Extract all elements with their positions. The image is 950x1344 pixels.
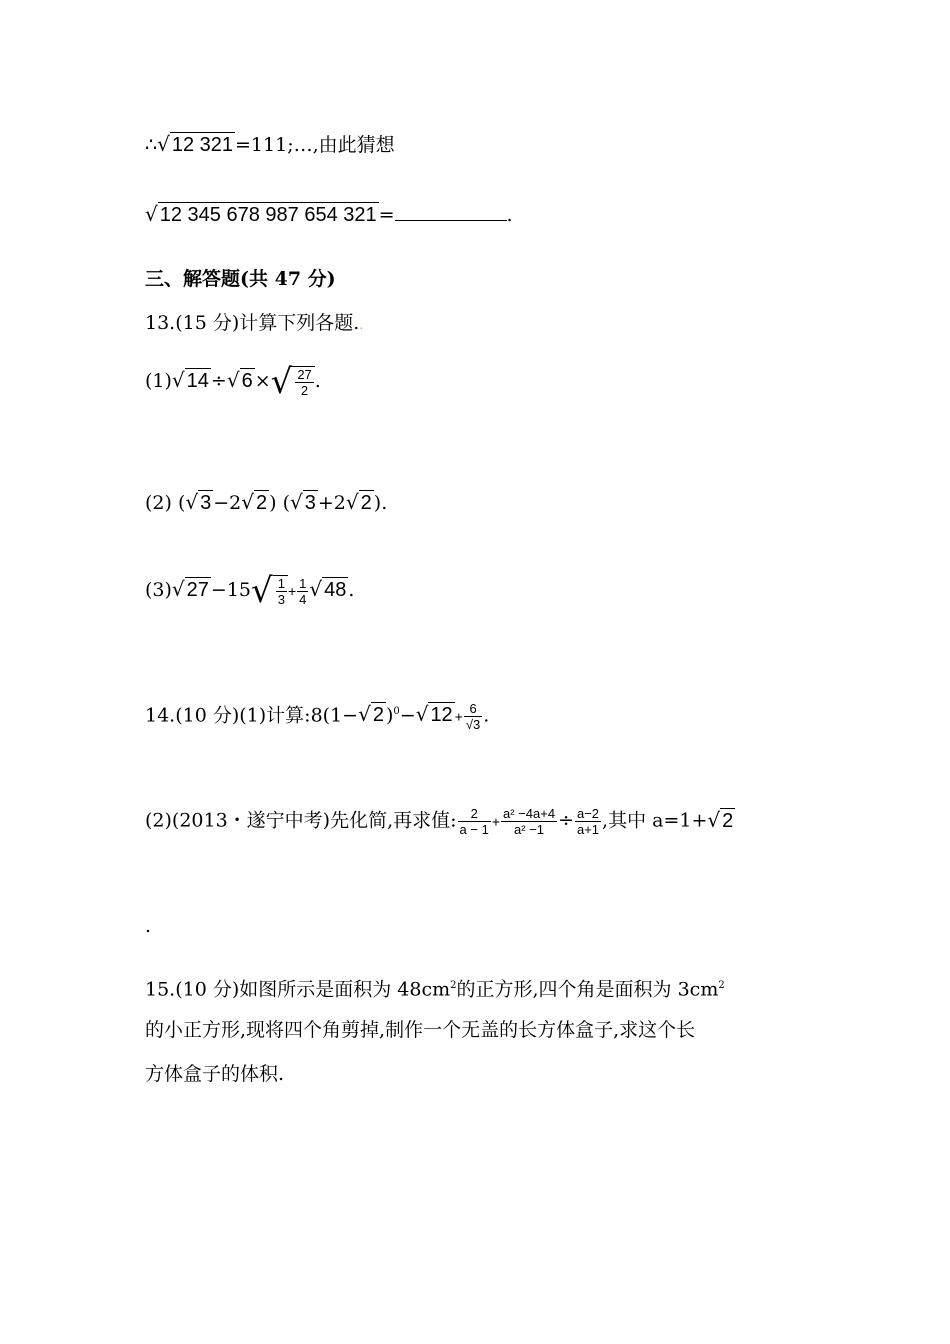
sqrt-1-over-3: √ $\frac{1}{3}$	[251, 575, 288, 607]
period: .	[506, 204, 513, 226]
sqrt-48: √ 48	[309, 577, 347, 601]
sqrt-3-a: √ 3	[185, 490, 212, 514]
sqrt-2-a: √ 2	[241, 490, 268, 514]
fraction-6-over-sqrt3: $\frac{6}{√3}$	[465, 700, 481, 732]
answer-blank[interactable]	[395, 200, 507, 221]
q13-part3: (3)√ 27 −15√ $\frac{1}{3}$ + $\frac{1}{4}$ √ 48 .	[145, 571, 355, 611]
line-guess	[145, 200, 513, 227]
sqrt-6: √ 6	[226, 368, 253, 392]
sqrt-27: √ 27	[171, 577, 209, 601]
question-13: 13.(15 分)计算下列各题..	[145, 312, 364, 334]
sqrt-12: √ 12	[415, 702, 453, 727]
sqrt-2: √ 2	[358, 702, 384, 727]
fraction-quarter: $\frac{1}{4}$	[299, 575, 307, 607]
question-15-line1: 15.(10 分)如图所示是面积为 $48cm^2$的正方形,四个角是面积为 $3cm^2$	[145, 978, 725, 1001]
fraction-a-2-over-a+1: $\frac{a-2}{a+1}$	[576, 806, 600, 837]
section-title: 三、解答题(共 47 分)	[145, 268, 336, 290]
q13-part1: (1)√ 14 ÷√ 6 ×√ $\frac{27}{2}$ .	[145, 362, 321, 402]
question-14-part1: 14.(10 分)(1)计算:8(1−√ 2 )$^0$−√ 12 + $\frac{6}{√3}$ .	[145, 700, 490, 732]
guess-text: =111;…,由此猜想	[235, 134, 395, 156]
line-reasoning	[145, 132, 395, 157]
sqrt-14: √ 14	[171, 368, 209, 392]
fraction-2-over-a-1: $\frac{2}{a - 1}$	[459, 806, 489, 837]
question-15-line3: 方体盒子的体积.	[145, 1063, 285, 1085]
sqrt-2-b: √ 2	[345, 490, 372, 514]
sqrt-12321: √ 12 321	[157, 132, 234, 156]
sqrt-3-b: √ 3	[290, 490, 316, 514]
q13-part2: (2) (√ 3 −2√ 2 ) (√ 3 +2√ 2 ).	[145, 490, 388, 514]
marker-dot: .	[359, 318, 364, 332]
sqrt-2-value: √ 2	[707, 807, 734, 832]
equals: =	[378, 204, 395, 226]
question-14-part2: (2)(2013・遂宁中考)先化简,再求值: $\frac{2}{a - 1}$ + $\frac{\text{a² −4a+4}}{\text{a² −1}}$ ÷ $\frac{a-2}{a+1}$ ,其中 a=1+√ 2	[145, 806, 734, 837]
fraction-quadratic: $\frac{\text{a² −4a+4}}{\text{a² −1}}$	[503, 806, 556, 837]
sqrt-27-over-2: √ $\frac{27}{2}$	[271, 366, 315, 398]
sqrt-big-number: √ 12 345 678 987 654 321	[145, 202, 377, 226]
therefore-symbol: ∴	[145, 134, 158, 156]
question-15-line2: 的小正方形,现将四个角剪掉,制作一个无盖的长方体盒子,求这个长	[145, 1019, 696, 1041]
trailing-period: .	[145, 915, 152, 937]
